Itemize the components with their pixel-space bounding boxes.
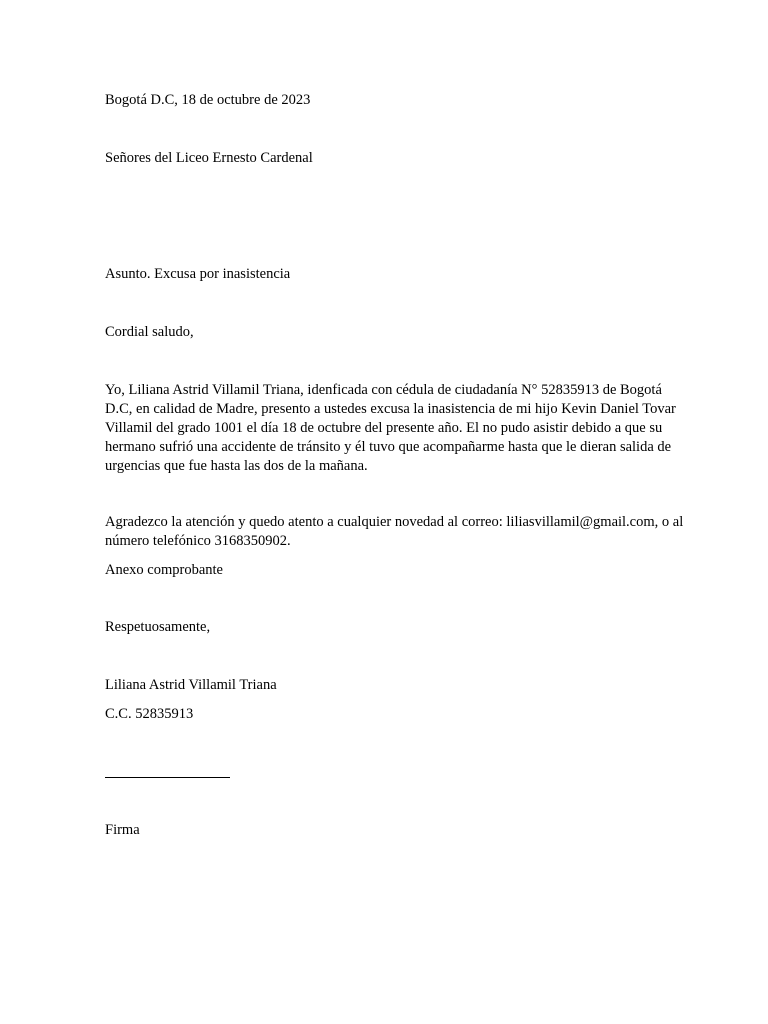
body-line: urgencias que fue hasta las dos de la mañana. (105, 458, 368, 474)
signature-line (105, 777, 230, 778)
body-line: hermano sufrió una accidente de tránsito y él tuvo que acompañarme hasta que le dieran salida de (105, 439, 672, 455)
signature-label: Firma (105, 822, 140, 838)
body-line: Yo, Liliana Astrid Villamil Triana, idenficada con cédula de ciudadanía N° 52835913 de Bogotá (105, 382, 662, 398)
date-line: Bogotá D.C, 18 de octubre de 2023 (105, 92, 311, 108)
body-paragraph (105, 381, 676, 476)
greeting-line: Cordial saludo, (105, 324, 194, 340)
subject-line: Asunto. Excusa por inasistencia (105, 266, 291, 282)
body-line: Villamil del grado 1001 el día 18 de octubre del presente año. El no pudo asistir debido a que su (105, 420, 663, 436)
annex-line: Anexo comprobante (105, 562, 223, 578)
thanks-line: número telefónico 3168350902. (105, 533, 291, 549)
recipient-line: Señores del Liceo Ernesto Cardenal (105, 150, 313, 166)
signer-id: C.C. 52835913 (105, 706, 194, 722)
thanks-paragraph (105, 513, 684, 551)
body-line: D.C, en calidad de Madre, presento a ustedes excusa la inasistencia de mi hijo Kevin Daniel Tovar (105, 401, 676, 417)
thanks-line: Agradezco la atención y quedo atento a cualquier novedad al correo: liliasvillamil@gmail.com, o al (105, 514, 684, 530)
signer-name: Liliana Astrid Villamil Triana (105, 677, 277, 693)
closing-line: Respetuosamente, (105, 619, 211, 635)
